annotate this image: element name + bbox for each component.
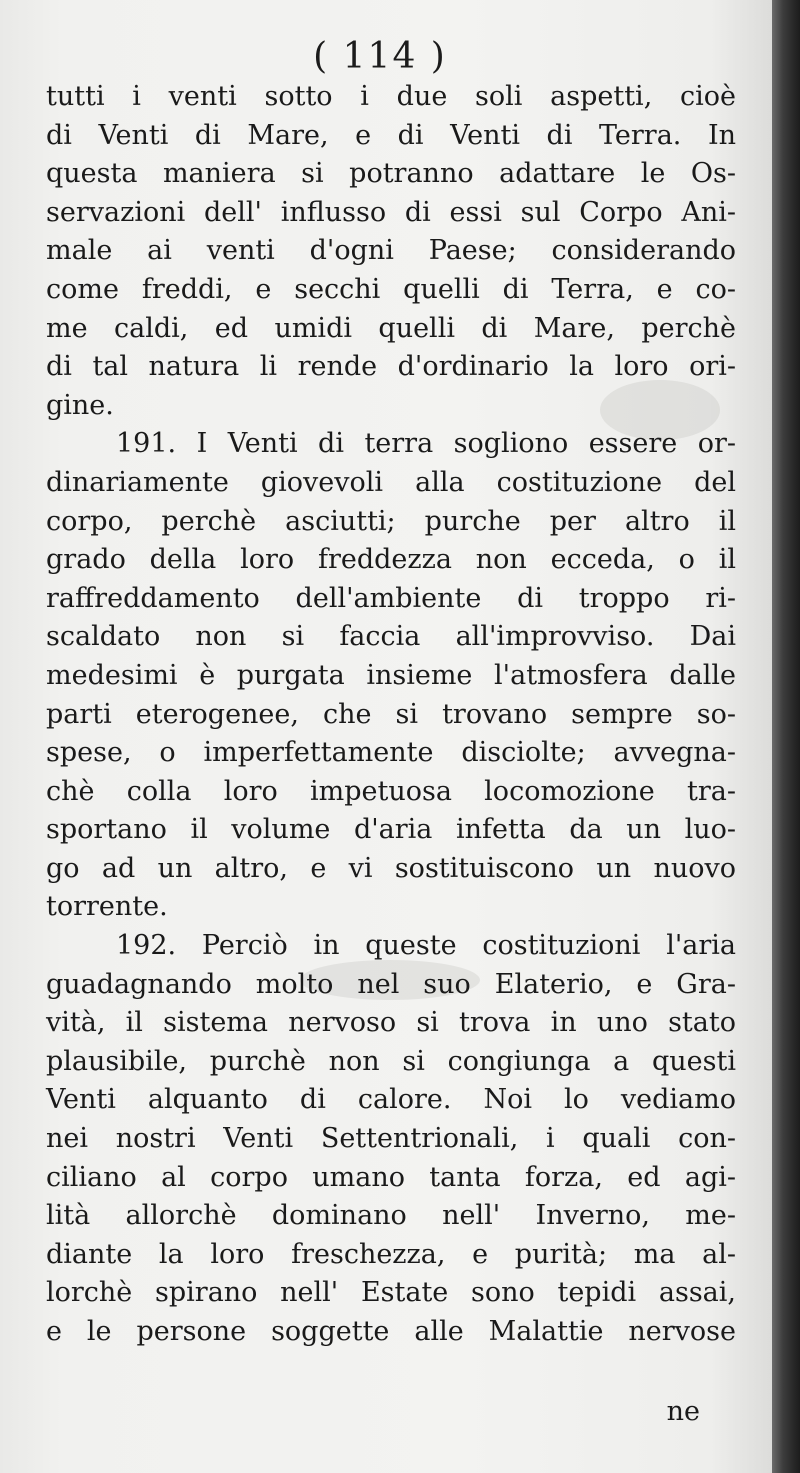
catchword: ne bbox=[666, 1396, 700, 1427]
text-line: parti eterogenee, che si trovano sempre so- bbox=[46, 698, 736, 730]
text-line: questa maniera si potranno adattare le Os- bbox=[46, 158, 736, 190]
text-line: go ad un altro, e vi sostituiscono un nuovo bbox=[46, 852, 736, 884]
paragraph-start-192: 192. Perciò in queste costituzioni l'aria bbox=[116, 930, 736, 962]
book-spine-shadow bbox=[772, 0, 800, 1473]
text-line: plausibile, purchè non si congiunga a questi bbox=[46, 1045, 736, 1077]
paragraph-start-191: 191. I Venti di terra sogliono essere or- bbox=[116, 428, 736, 460]
text-line: sportano il volume d'aria infetta da un luo- bbox=[46, 814, 736, 846]
text-line: tutti i venti sotto i due soli aspetti, cioè bbox=[46, 81, 736, 112]
text-line: scaldato non si faccia all'improvviso. Dai bbox=[46, 621, 736, 653]
text-line: nei nostri Venti Settentrionali, i quali con- bbox=[46, 1123, 736, 1155]
body-text bbox=[46, 78, 736, 1352]
text-line: male ai venti d'ogni Paese; considerando bbox=[46, 235, 736, 267]
text-line: me caldi, ed umidi quelli di Mare, perchè bbox=[46, 312, 736, 344]
page-number: ( 114 ) bbox=[313, 36, 447, 77]
text-line: gine. bbox=[46, 389, 114, 421]
text-line: torrente. bbox=[46, 891, 168, 923]
text-line: diante la loro freschezza, e purità; ma al- bbox=[46, 1238, 736, 1270]
text-line: ciliano al corpo umano tanta forza, ed agi- bbox=[46, 1161, 736, 1193]
text-line: e le persone soggette alle Malattie nervose bbox=[46, 1316, 736, 1347]
text-line: Venti alquanto di calore. Noi lo vediamo bbox=[46, 1084, 736, 1116]
text-line: grado della loro freddezza non ecceda, o il bbox=[46, 544, 736, 576]
text-line: di tal natura li rende d'ordinario la loro ori- bbox=[46, 351, 736, 383]
text-line: chè colla loro impetuosa locomozione tra- bbox=[46, 775, 736, 807]
text-line: guadagnando molto nel suo Elaterio, e Gra- bbox=[46, 968, 736, 1000]
text-line: corpo, perchè asciutti; purche per altro il bbox=[46, 505, 736, 537]
text-line: dinariamente giovevoli alla costituzione del bbox=[46, 466, 736, 498]
text-line: lorchè spirano nell' Estate sono tepidi assai, bbox=[46, 1277, 736, 1309]
text-line: di Venti di Mare, e di Venti di Terra. In bbox=[46, 119, 736, 151]
text-line: raffreddamento dell'ambiente di troppo ri- bbox=[46, 582, 736, 614]
text-line: medesimi è purgata insieme l'atmosfera dalle bbox=[46, 659, 736, 691]
text-line: lità allorchè dominano nell' Inverno, me- bbox=[46, 1200, 736, 1232]
text-line: vità, il sistema nervoso si trova in uno stato bbox=[46, 1007, 736, 1039]
text-line: spese, o imperfettamente disciolte; avvegna- bbox=[46, 737, 736, 769]
text-line: servazioni dell' influsso di essi sul Corpo Ani- bbox=[46, 196, 736, 228]
text-line: come freddi, e secchi quelli di Terra, e co- bbox=[46, 273, 736, 305]
